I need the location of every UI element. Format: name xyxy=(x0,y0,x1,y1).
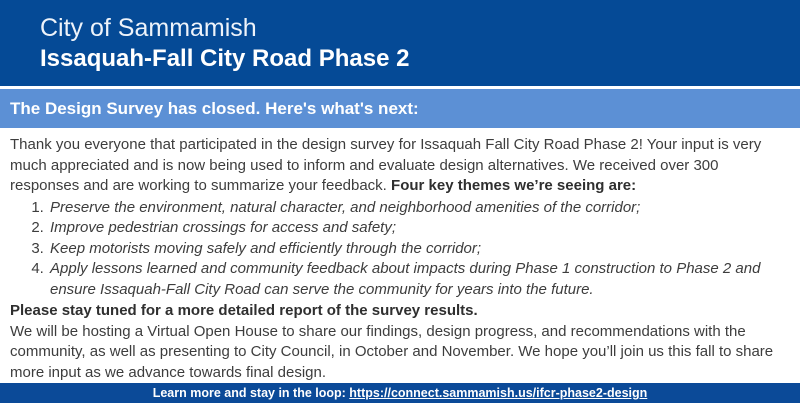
theme-item-3 xyxy=(48,239,790,260)
masthead xyxy=(0,0,800,86)
intro-paragraph xyxy=(10,135,790,197)
footer-link[interactable]: https://connect.sammamish.us/ifcr-phase2-design xyxy=(349,386,648,400)
theme-item-4 xyxy=(48,259,790,300)
theme-item-1 xyxy=(48,198,790,219)
announcement-text: The Design Survey has closed. Here's what's next: xyxy=(10,98,419,118)
footer-label: Learn more and stay in the loop: xyxy=(152,386,350,400)
theme-item-1-text: Preserve the environment, natural character, and neighborhood amenities of the corridor; xyxy=(50,198,641,216)
announcement-banner xyxy=(0,89,800,128)
footer-text xyxy=(153,386,648,400)
stay-tuned-text: Please stay tuned for a more detailed report of the survey results. xyxy=(10,302,478,319)
main-content xyxy=(0,128,800,383)
theme-item-4-text: Apply lessons learned and community feedback about impacts during Phase 1 construction to Phase 2 and ensure Issaquah-Fall City Road can serve the community for years into the future. xyxy=(50,260,761,298)
theme-item-2 xyxy=(48,218,790,239)
theme-item-3-text: Keep motorists moving safely and efficiently through the corridor; xyxy=(50,239,482,257)
page-title: Issaquah-Fall City Road Phase 2 xyxy=(40,45,410,72)
theme-item-2-text: Improve pedestrian crossings for access and safety; xyxy=(50,219,396,236)
footer-bar xyxy=(0,383,800,403)
org-name: City of Sammamish xyxy=(40,14,257,42)
stay-tuned-line xyxy=(10,301,790,322)
intro-text: Thank you everyone that participated in the design survey for Issaquah Fall City Road Phase 2! Your input is very much appreciated and is now being used to inform and evaluate design alternatives. We received over 300 responses and are working to summarize your feedback. xyxy=(10,136,762,194)
key-themes-list xyxy=(10,198,790,301)
open-house-paragraph: We will be hosting a Virtual Open House to share our findings, design progress, and recommendations with the community, as well as presenting to City Council, in October and November. We hope you’ll join us this fall to share more input as we advance towards final design. xyxy=(10,322,774,381)
four-key-themes-label: Four key themes we’re seeing are: xyxy=(391,177,637,194)
